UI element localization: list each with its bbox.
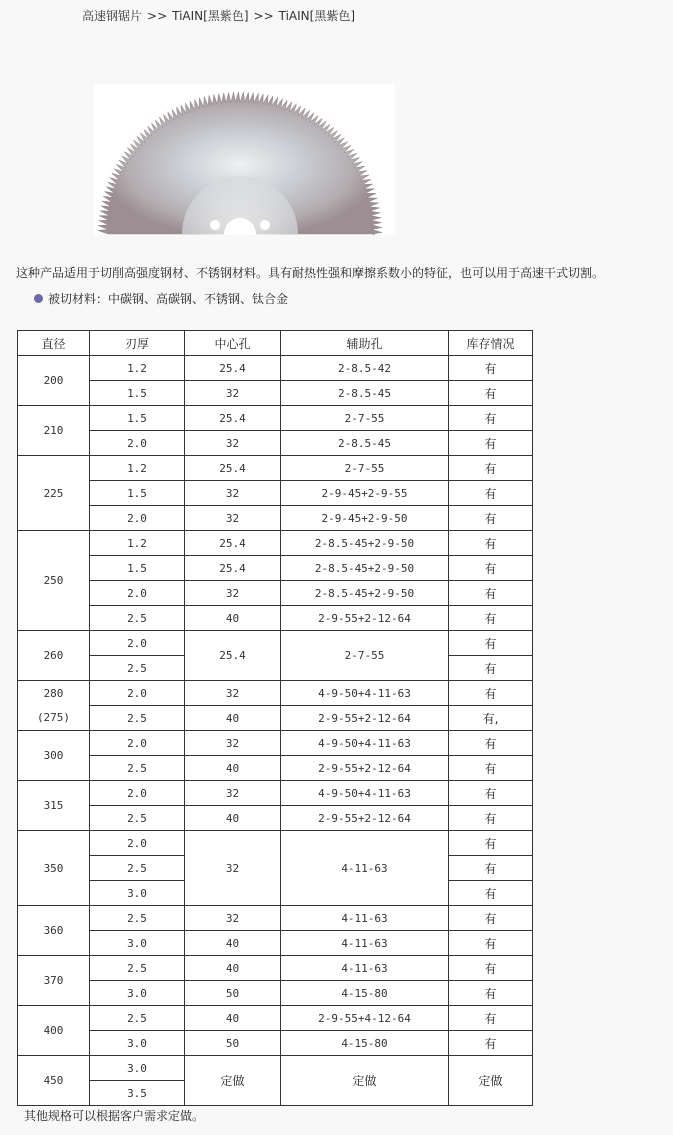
cell-thickness: 2.0 xyxy=(90,431,185,456)
cell-center-hole: 25.4 xyxy=(185,356,281,381)
breadcrumb-item-hss-saw[interactable]: 高速钢锯片 xyxy=(82,9,143,23)
cell-stock: 有, xyxy=(449,706,533,731)
cell-stock: 有 xyxy=(449,506,533,531)
cell-stock: 定做 xyxy=(449,1056,533,1106)
table-row xyxy=(18,831,533,856)
cell-diameter: 370 xyxy=(18,956,90,1006)
cell-center-hole: 32 xyxy=(185,681,281,706)
cell-thickness: 2.5 xyxy=(90,706,185,731)
cell-aux-hole: 2-9-55+4-12-64 xyxy=(281,1006,449,1031)
cell-center-hole: 定做 xyxy=(185,1056,281,1106)
breadcrumb-separator: >> xyxy=(147,9,168,23)
footer-note: 其他规格可以根据客户需求定做。 xyxy=(24,1109,205,1123)
material-text: 被切材料：中碳钢、高碳钢、不锈钢、钛合金 xyxy=(48,292,289,306)
cell-aux-hole: 2-8.5-42 xyxy=(281,356,449,381)
table-row xyxy=(18,606,533,631)
cell-center-hole: 25.4 xyxy=(185,456,281,481)
table-row xyxy=(18,381,533,406)
cell-diameter xyxy=(18,681,90,731)
cell-thickness: 2.5 xyxy=(90,656,185,681)
table-row xyxy=(18,981,533,1006)
cell-aux-hole: 2-9-55+2-12-64 xyxy=(281,756,449,781)
cell-stock: 有 xyxy=(449,831,533,856)
cell-stock: 有 xyxy=(449,631,533,656)
cell-stock: 有 xyxy=(449,681,533,706)
cell-stock: 有 xyxy=(449,556,533,581)
cell-center-hole: 32 xyxy=(185,731,281,756)
cell-center-hole: 32 xyxy=(185,906,281,931)
bullet-icon xyxy=(34,294,43,303)
cell-diameter: 450 xyxy=(18,1056,90,1106)
cell-aux-hole: 4-11-63 xyxy=(281,831,449,906)
cell-thickness: 2.0 xyxy=(90,781,185,806)
cell-center-hole: 50 xyxy=(185,981,281,1006)
cell-thickness: 2.0 xyxy=(90,831,185,856)
cell-aux-hole: 2-8.5-45+2-9-50 xyxy=(281,581,449,606)
cell-thickness: 2.0 xyxy=(90,681,185,706)
cell-center-hole: 32 xyxy=(185,481,281,506)
cell-aux-hole: 4-9-50+4-11-63 xyxy=(281,781,449,806)
cell-thickness: 2.5 xyxy=(90,956,185,981)
cell-stock: 有 xyxy=(449,731,533,756)
cell-thickness: 1.5 xyxy=(90,381,185,406)
cell-aux-hole: 4-11-63 xyxy=(281,931,449,956)
table-row xyxy=(18,781,533,806)
cell-stock: 有 xyxy=(449,781,533,806)
spec-table-body xyxy=(18,356,533,1106)
table-row xyxy=(18,631,533,656)
cell-stock: 有 xyxy=(449,381,533,406)
cell-thickness: 1.5 xyxy=(90,481,185,506)
saw-blade-image xyxy=(94,84,395,235)
cell-thickness: 2.5 xyxy=(90,906,185,931)
header-stock: 库存情况 xyxy=(449,331,533,356)
cell-aux-hole: 2-7-55 xyxy=(281,631,449,681)
cell-diameter: 300 xyxy=(18,731,90,781)
cell-center-hole: 50 xyxy=(185,1031,281,1056)
cell-aux-hole: 2-9-55+2-12-64 xyxy=(281,806,449,831)
breadcrumb-item-current: TiAIN[黑紫色] xyxy=(278,9,356,23)
cell-center-hole: 40 xyxy=(185,606,281,631)
cell-thickness: 2.0 xyxy=(90,631,185,656)
table-row xyxy=(18,406,533,431)
cell-center-hole: 40 xyxy=(185,706,281,731)
cell-aux-hole: 2-7-55 xyxy=(281,456,449,481)
breadcrumb-separator: >> xyxy=(253,9,274,23)
cell-diameter: 250 xyxy=(18,531,90,631)
cell-thickness: 2.0 xyxy=(90,731,185,756)
cell-stock: 有 xyxy=(449,431,533,456)
table-row xyxy=(18,431,533,456)
breadcrumb-item-tialn-1[interactable]: TiAIN[黑紫色] xyxy=(172,9,249,23)
table-row xyxy=(18,1056,533,1081)
diameter-line: (275) xyxy=(36,710,71,724)
cell-center-hole: 25.4 xyxy=(185,556,281,581)
cell-aux-hole: 2-9-45+2-9-55 xyxy=(281,481,449,506)
table-row xyxy=(18,1031,533,1056)
cell-diameter: 260 xyxy=(18,631,90,681)
breadcrumb xyxy=(82,7,355,24)
material-line xyxy=(34,290,288,307)
cell-diameter: 210 xyxy=(18,406,90,456)
header-center-hole: 中心孔 xyxy=(185,331,281,356)
cell-thickness: 2.5 xyxy=(90,806,185,831)
cell-diameter: 360 xyxy=(18,906,90,956)
cell-aux-hole: 2-9-55+2-12-64 xyxy=(281,706,449,731)
cell-diameter: 350 xyxy=(18,831,90,906)
cell-thickness: 3.0 xyxy=(90,1056,185,1081)
product-description: 这种产品适用于切削高强度钢材、不锈钢材料。具有耐热性强和摩擦系数小的特征，也可以用于高速干式切割。 xyxy=(16,266,605,280)
cell-center-hole: 32 xyxy=(185,506,281,531)
table-row xyxy=(18,356,533,381)
cell-diameter: 400 xyxy=(18,1006,90,1056)
cell-thickness: 1.5 xyxy=(90,406,185,431)
cell-stock: 有 xyxy=(449,406,533,431)
cell-stock: 有 xyxy=(449,806,533,831)
table-row xyxy=(18,956,533,981)
cell-stock: 有 xyxy=(449,606,533,631)
cell-stock: 有 xyxy=(449,881,533,906)
cell-center-hole: 32 xyxy=(185,431,281,456)
cell-thickness: 3.0 xyxy=(90,881,185,906)
cell-diameter: 200 xyxy=(18,356,90,406)
cell-thickness: 2.5 xyxy=(90,1006,185,1031)
cell-center-hole: 40 xyxy=(185,756,281,781)
cell-diameter: 315 xyxy=(18,781,90,831)
table-row xyxy=(18,706,533,731)
cell-center-hole: 40 xyxy=(185,1006,281,1031)
cell-aux-hole: 2-9-45+2-9-50 xyxy=(281,506,449,531)
table-row xyxy=(18,906,533,931)
cell-stock: 有 xyxy=(449,756,533,781)
cell-center-hole: 25.4 xyxy=(185,531,281,556)
table-row xyxy=(18,1006,533,1031)
cell-stock: 有 xyxy=(449,981,533,1006)
cell-aux-hole: 4-11-63 xyxy=(281,956,449,981)
cell-aux-hole: 2-8.5-45 xyxy=(281,381,449,406)
cell-aux-hole: 2-9-55+2-12-64 xyxy=(281,606,449,631)
table-row xyxy=(18,556,533,581)
cell-stock: 有 xyxy=(449,956,533,981)
cell-aux-hole: 2-7-55 xyxy=(281,406,449,431)
cell-aux-hole: 4-9-50+4-11-63 xyxy=(281,731,449,756)
cell-thickness: 2.5 xyxy=(90,606,185,631)
spec-table xyxy=(17,330,533,1106)
cell-stock: 有 xyxy=(449,906,533,931)
cell-thickness: 1.5 xyxy=(90,556,185,581)
header-aux-hole: 辅助孔 xyxy=(281,331,449,356)
cell-thickness: 1.2 xyxy=(90,456,185,481)
cell-stock: 有 xyxy=(449,481,533,506)
header-thickness: 刃厚 xyxy=(90,331,185,356)
cell-stock: 有 xyxy=(449,531,533,556)
table-header-row xyxy=(18,331,533,356)
table-row xyxy=(18,456,533,481)
cell-stock: 有 xyxy=(449,1031,533,1056)
cell-thickness: 2.0 xyxy=(90,506,185,531)
cell-stock: 有 xyxy=(449,456,533,481)
cell-stock: 有 xyxy=(449,581,533,606)
header-diameter: 直径 xyxy=(18,331,90,356)
cell-center-hole: 25.4 xyxy=(185,631,281,681)
table-row xyxy=(18,756,533,781)
cell-thickness: 3.0 xyxy=(90,981,185,1006)
cell-center-hole: 25.4 xyxy=(185,406,281,431)
cell-aux-hole: 2-8.5-45+2-9-50 xyxy=(281,531,449,556)
cell-stock: 有 xyxy=(449,1006,533,1031)
cell-aux-hole: 4-9-50+4-11-63 xyxy=(281,681,449,706)
cell-diameter: 225 xyxy=(18,456,90,531)
table-row xyxy=(18,931,533,956)
cell-thickness: 1.2 xyxy=(90,356,185,381)
cell-aux-hole: 4-15-80 xyxy=(281,1031,449,1056)
table-row xyxy=(18,581,533,606)
cell-center-hole: 32 xyxy=(185,831,281,906)
table-row xyxy=(18,531,533,556)
table-row xyxy=(18,481,533,506)
cell-thickness: 3.5 xyxy=(90,1081,185,1106)
cell-center-hole: 32 xyxy=(185,381,281,406)
cell-center-hole: 40 xyxy=(185,931,281,956)
cell-stock: 有 xyxy=(449,856,533,881)
cell-stock: 有 xyxy=(449,356,533,381)
cell-center-hole: 32 xyxy=(185,781,281,806)
cell-aux-hole: 定做 xyxy=(281,1056,449,1106)
cell-aux-hole: 4-15-80 xyxy=(281,981,449,1006)
cell-thickness: 2.5 xyxy=(90,856,185,881)
cell-stock: 有 xyxy=(449,656,533,681)
cell-stock: 有 xyxy=(449,931,533,956)
cell-center-hole: 32 xyxy=(185,581,281,606)
cell-thickness: 1.2 xyxy=(90,531,185,556)
cell-thickness: 2.0 xyxy=(90,581,185,606)
cell-thickness: 3.0 xyxy=(90,1031,185,1056)
cell-thickness: 2.5 xyxy=(90,756,185,781)
table-row xyxy=(18,506,533,531)
cell-aux-hole: 4-11-63 xyxy=(281,906,449,931)
table-row xyxy=(18,806,533,831)
table-row xyxy=(18,681,533,706)
cell-thickness: 3.0 xyxy=(90,931,185,956)
table-row xyxy=(18,731,533,756)
cell-aux-hole: 2-8.5-45+2-9-50 xyxy=(281,556,449,581)
cell-center-hole: 40 xyxy=(185,806,281,831)
cell-aux-hole: 2-8.5-45 xyxy=(281,431,449,456)
diameter-line: 280 xyxy=(43,686,64,700)
cell-center-hole: 40 xyxy=(185,956,281,981)
product-image xyxy=(94,84,395,235)
